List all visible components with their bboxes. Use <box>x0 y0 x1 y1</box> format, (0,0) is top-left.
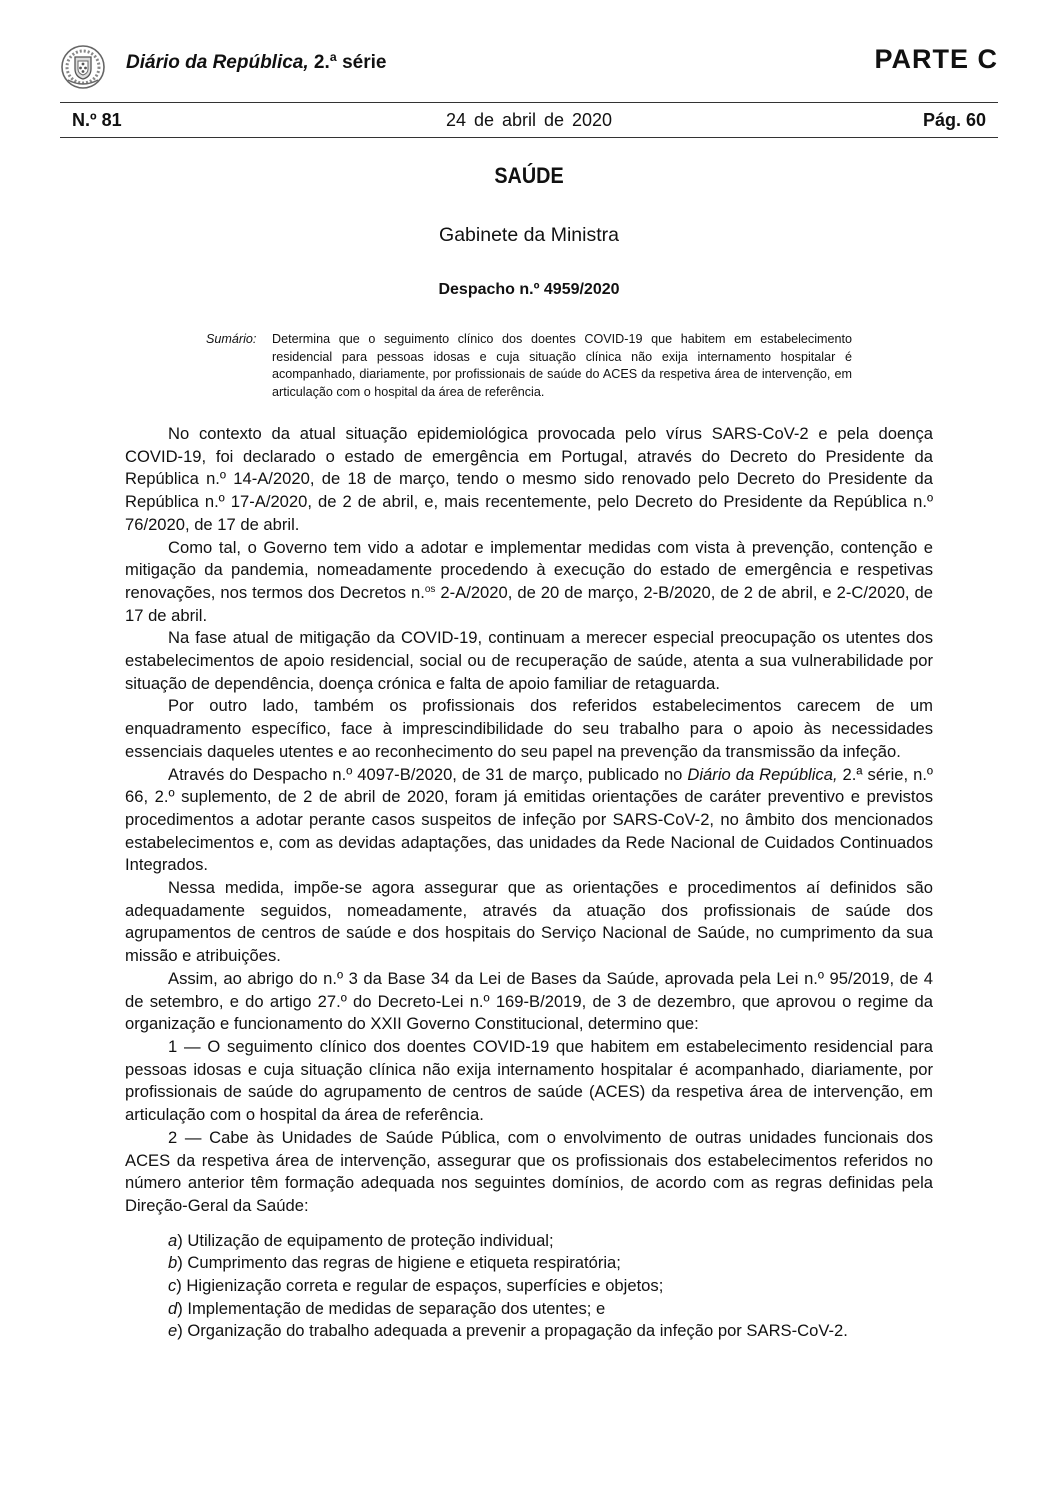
section-title: SAÚDE <box>494 163 564 188</box>
header-divider-top <box>60 102 998 103</box>
part-label: PARTE C <box>874 44 998 74</box>
journal-title: Diário da República, 2.ª série <box>126 52 387 73</box>
office-title: Gabinete da Ministra <box>439 224 619 246</box>
summary-label: Sumário: <box>206 332 257 346</box>
body-paragraph: No contexto da atual situação epidemiológica provocada pelo vírus SARS-CoV-2 e pela doença COVID-19, foi declarado o estado de emergência em Portugal, através do Decreto do Presidente da República n.º 14-A/2020, de 18 de março, tendo o mesmo sido renovado pelo Decreto do Presidente da República n.º 17-A/2020, de 2 de abril, e, mais recentemente, pelo Decreto do Presidente da República n.º 76/2020, de 17 de abril. <box>125 424 933 534</box>
body-paragraph: Assim, ao abrigo do n.º 3 da Base 34 da Lei de Bases da Saúde, aprovada pela Lei n.º 95/2019, de 4 de setembro, e do artigo 27.º do Decreto-Lei n.º 169-B/2019, de 3 de dezembro, que aprovou o regime da organização e funcionamento do XXII Governo Constitucional, determino que: <box>125 968 933 1034</box>
training-domains-list <box>125 1230 933 1344</box>
summary-text: Determina que o seguimento clínico dos doentes COVID-19 que habitem em estabelecimento residencial para pessoas idosas e cuja situação clínica não exija internamento hospitalar é acompanhado, diariamente, por profissionais de saúde do ACES da respetiva área de intervenção, em articulação com o hospital da área de referência. <box>272 332 852 399</box>
body-paragraph: Por outro lado, também os profissionais dos referidos estabelecimentos carecem de um enquadramento específico, face à imprescindibilidade do seu trabalho para o apoio às necessidades essenciais daqueles utentes e ao reconhecimento do seu papel na prevenção da transmissão da infeção. <box>125 696 933 761</box>
body-paragraph: Nessa medida, impõe-se agora assegurar que as orientações e procedimentos aí definidos são adequadamente seguidos, nomeadamente, através da atuação dos profissionais de saúde dos agrupamentos de centros de saúde e dos hospitais do Serviço Nacional de Saúde, no cumprimento da sua missão e atribuições. <box>125 878 933 966</box>
issue-number: N.º 81 <box>72 110 122 130</box>
list-item: d) Implementação de medidas de separação dos utentes; e <box>168 1298 606 1318</box>
republic-coat-of-arms-icon <box>60 44 106 90</box>
publication-date: 24 de abril de 2020 <box>445 110 613 130</box>
body-paragraph: Através do Despacho n.º 4097-B/2020, de 31 de março, publicado no Diário da República, 2.ª série, n.º 66, 2.º suplemento, de 2 de abril de 2020, foram já emitidas orientações de caráter preventivo e previstos procedimentos a adotar perante casos suspeitos de infeção por SARS-CoV-2, no âmbito dos mencionados estabelecimentos e, com as devidas adaptações, das unidades da Rede Nacional de Cuidados Continuados Integrados. <box>125 764 933 875</box>
numbered-paragraph: 2 — Cabe às Unidades de Saúde Pública, com o envolvimento de outras unidades funcionais dos ACES da respetiva área de intervenção, assegurar que os profissionais dos estabelecimentos referidos no número anterior têm formação adequada nos seguintes domínios, de acordo com as regras definidas pela Direção-Geral da Saúde: <box>125 1127 933 1215</box>
list-item: c) Higienização correta e regular de espaços, superfícies e objetos; <box>168 1276 664 1296</box>
body-paragraph: Como tal, o Governo tem vido a adotar e implementar medidas com vista à prevenção, contenção e mitigação da pandemia, nomeadamente procedendo à execução do estado de emergência e respetivas renovações, nos termos dos Decretos n.$^{os}$ 2-A/2020, de 20 de março, 2-B/2020, de 2 de abril, e 2-C/2020, de 17 de abril. <box>125 537 933 625</box>
page-header <box>60 38 998 90</box>
body-paragraph: Na fase atual de mitigação da COVID-19, continuam a merecer especial preocupação os utentes dos estabelecimentos de apoio residencial, social ou de recuperação de saúde, atenta a sua vulnerabilidade por situação de dependência, doença crónica e falta de apoio familiar de retaguarda. <box>125 628 933 693</box>
list-item: b) Cumprimento das regras de higiene e etiqueta respiratória; <box>168 1253 621 1273</box>
order-title: Despacho n.º 4959/2020 <box>438 281 620 298</box>
numbered-paragraph: 1 — O seguimento clínico dos doentes COVID-19 que habitem em estabelecimento residencial para pessoas idosas e cuja situação clínica não exija internamento hospitalar é acompanhado, diariamente, por profissionais de saúde do agrupamento de centros de saúde (ACES) da respetiva área de intervenção, em articulação com o hospital da área de referência. <box>125 1036 933 1125</box>
header-divider-bottom <box>60 137 998 138</box>
document-body <box>125 423 933 1343</box>
summary-block <box>206 331 852 401</box>
list-item: a) Utilização de equipamento de proteção individual; <box>168 1230 554 1250</box>
page-number: Pág. 60 <box>922 110 986 130</box>
list-item: e) Organização do trabalho adequada a prevenir a propagação da infeção por SARS-CoV-2. <box>168 1321 848 1341</box>
